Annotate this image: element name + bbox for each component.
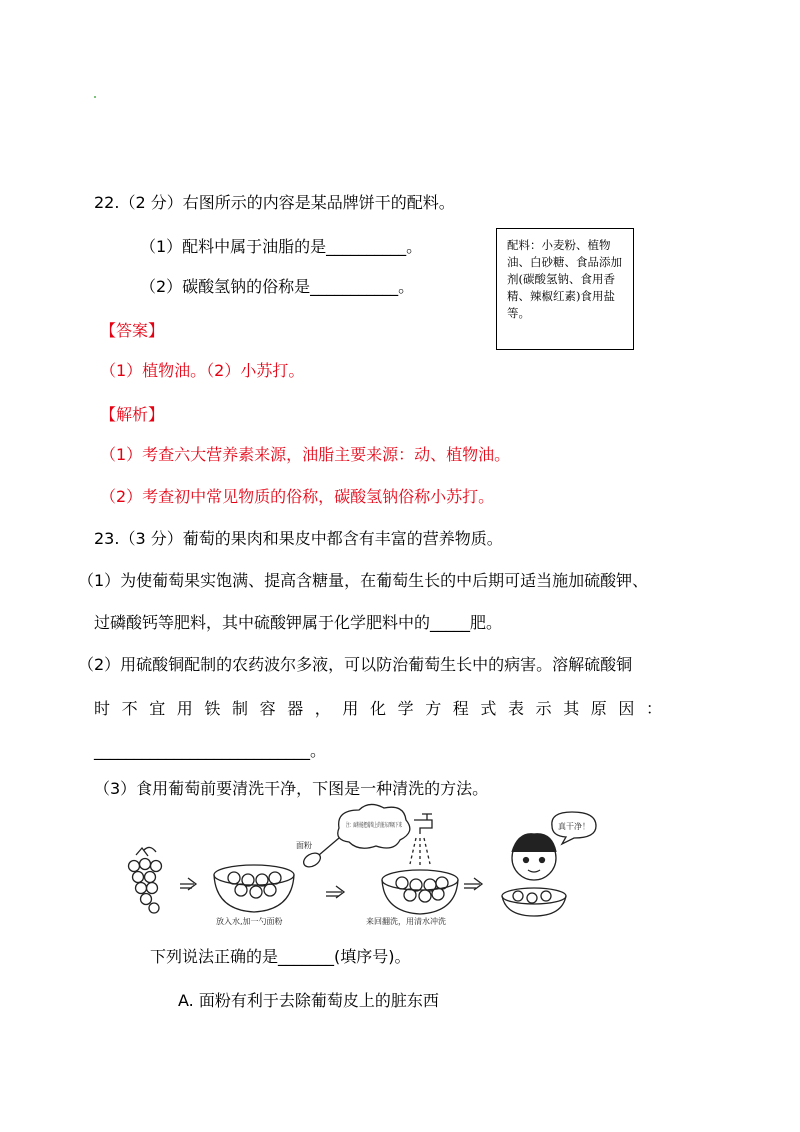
answer-label: 【答案】	[100, 321, 165, 340]
q22-sub2: （2）碳酸氢钠的俗称是___________。	[140, 277, 415, 296]
arrow-icon	[464, 878, 482, 890]
analysis-line-1: （1）考查六大营养素来源，油脂主要来源：动、植物油。	[100, 445, 511, 464]
q22-stem: 22.（2 分）右图所示的内容是某品牌饼干的配料。	[94, 193, 455, 212]
ingredient-box: 配料：小麦粉、植物油、白砂糖、食品添加剂(碳酸氢钠、食用香精、辣椒红素)食用盐等。	[496, 228, 634, 350]
bowl-icon	[382, 870, 458, 914]
q23-p3: （3）食用葡萄前要清洗干净，下图是一种清洗的方法。	[94, 779, 489, 798]
bowl-icon	[214, 865, 294, 912]
q23-stem: 23.（3 分）葡萄的果肉和果皮中都含有丰富的营养物质。	[94, 529, 503, 548]
boy-eating-icon	[502, 834, 566, 916]
analysis-line-2: （2）考查初中常见物质的俗称，碳酸氢钠俗称小苏打。	[100, 487, 495, 506]
analysis-label: 【解析】	[100, 405, 165, 424]
q23-p1-line1: （1）为使葡萄果实饱满、提高含糖量，在葡萄生长的中后期可适当施加硫酸钾、	[78, 571, 649, 590]
washing-illustration	[114, 800, 604, 930]
q22-sub1: （1）配料中属于油脂的是__________。	[140, 237, 423, 256]
speech-text: 真干净！	[558, 822, 590, 831]
bubble-text: 注：面粉能把葡萄上的脏东西吸下来	[346, 822, 443, 829]
faucet-icon	[410, 814, 432, 866]
q23-prompt: 下列说法正确的是_______(填序号)。	[150, 947, 411, 966]
q23-p2-line2: 时不宜用铁制容器，用化学方程式表示其原因：	[94, 699, 674, 718]
q23-p2-line1: （2）用硫酸铜配制的农药波尔多液，可以防治葡萄生长中的病害。溶解硫酸铜	[78, 655, 633, 674]
answer-text: （1）植物油。（2）小苏打。	[100, 361, 305, 380]
q23-p1-line2: 过磷酸钙等肥料，其中硫酸钾属于化学肥料中的_____肥。	[94, 613, 503, 632]
q23-p2-line3: ___________________________。	[94, 741, 327, 760]
arrow-icon	[180, 878, 196, 890]
flour-label: 面粉	[296, 841, 312, 850]
q23-option-a: A. 面粉有利于去除葡萄皮上的脏东西	[178, 991, 439, 1010]
grapes-icon	[129, 847, 162, 913]
arrow-icon	[326, 886, 344, 898]
caption-1: 放入水,加一勺面粉	[216, 917, 283, 926]
stray-mark	[94, 96, 96, 98]
caption-2: 来回翻洗，用清水冲洗	[366, 917, 446, 926]
